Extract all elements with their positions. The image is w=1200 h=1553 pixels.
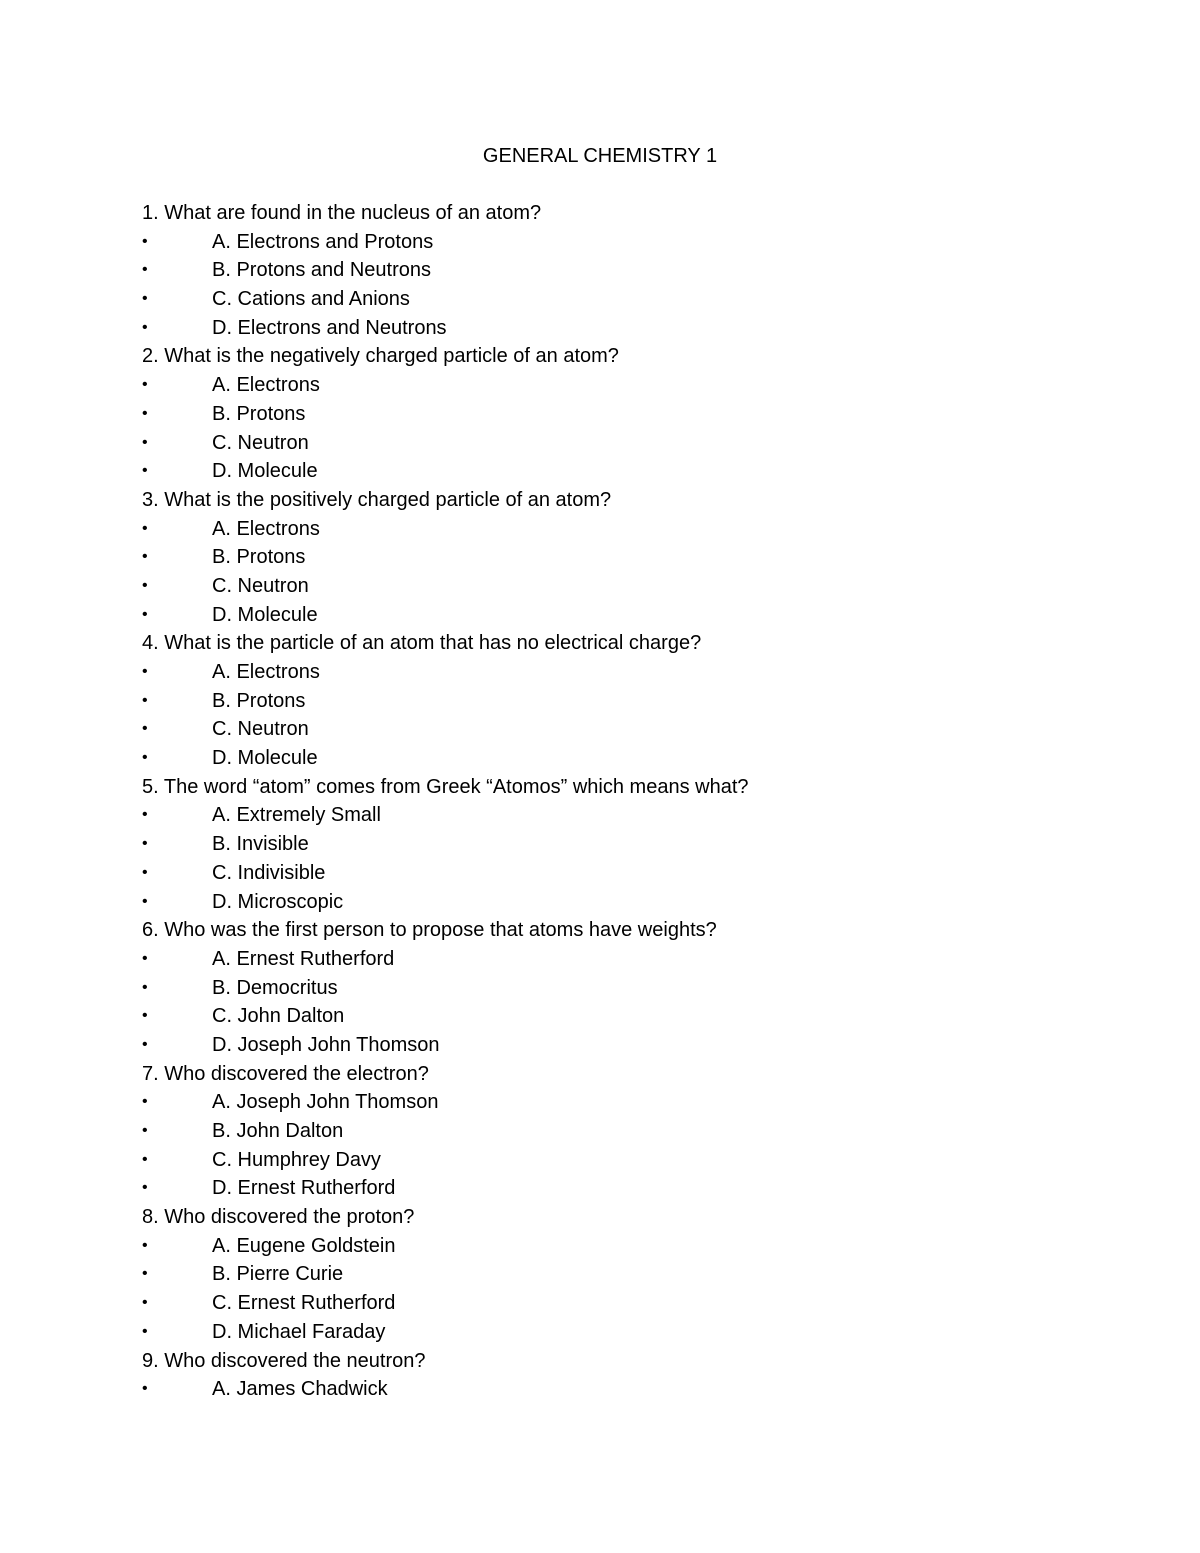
answer-option	[142, 601, 1102, 630]
answer-option	[142, 400, 1102, 429]
answer-option-label: C. Neutron	[212, 574, 309, 597]
answer-option-label: C. Neutron	[212, 718, 309, 741]
bullet-icon: •	[142, 663, 148, 680]
answer-option-label: A. Electrons and Protons	[212, 230, 434, 253]
bullet-icon: •	[142, 462, 148, 480]
answer-option-label: D. Molecule	[212, 747, 318, 770]
answer-option-label: C. Neutron	[212, 431, 309, 454]
answer-option-label: C. Indivisible	[212, 861, 326, 884]
answer-option	[142, 515, 1102, 544]
answer-option-label: B. Protons	[212, 689, 306, 712]
bullet-icon: •	[142, 949, 148, 967]
bullet-icon: •	[142, 318, 148, 336]
answer-option-label: A. James Chadwick	[212, 1378, 388, 1401]
bullet-icon: •	[142, 1179, 148, 1197]
answer-option-label: A. Electrons	[212, 661, 320, 683]
answer-option-label: B. Protons	[212, 546, 306, 569]
bullet-icon: •	[142, 1007, 148, 1025]
bullet-icon: •	[142, 749, 148, 767]
bullet-icon: •	[142, 290, 148, 308]
answer-option	[142, 744, 1102, 773]
question-text: 1. What are found in the nucleus of an atom?	[142, 202, 542, 224]
bullet-icon: •	[142, 605, 148, 623]
answer-option	[142, 1031, 1102, 1060]
answer-option	[142, 715, 1102, 744]
bullet-icon: •	[142, 376, 148, 394]
answer-option-label: D. Michael Faraday	[212, 1320, 386, 1343]
bullet-icon: •	[142, 1265, 148, 1283]
answer-option-label: A. Electrons	[212, 374, 320, 397]
bullet-icon: •	[142, 519, 148, 537]
answer-option	[142, 285, 1102, 314]
answer-option	[142, 1174, 1102, 1203]
answer-option-label: C. Cations and Anions	[212, 288, 410, 311]
answer-option	[142, 1318, 1102, 1347]
answer-option	[142, 371, 1102, 400]
answer-option	[142, 1088, 1102, 1117]
answer-option	[142, 314, 1102, 343]
answer-option	[142, 658, 1102, 687]
answer-option-label: B. Protons and Neutrons	[212, 259, 432, 282]
answer-option-label: A. Electrons	[212, 517, 320, 540]
bullet-icon: •	[142, 1122, 148, 1139]
answer-option	[142, 1232, 1102, 1261]
bullet-icon: •	[142, 1150, 148, 1168]
bullet-icon: •	[142, 1093, 148, 1111]
bullet-icon: •	[142, 720, 148, 738]
bullet-icon: •	[142, 806, 148, 824]
answer-option-label: B. Invisible	[212, 833, 309, 856]
answer-option-label: D. Joseph John Thomson	[212, 1033, 440, 1056]
answer-option-label: D. Ernest Rutherford	[212, 1177, 396, 1200]
question-text: 5. The word “atom” comes from Greek “Atomos” which means what?	[142, 775, 749, 798]
bullet-icon: •	[142, 261, 148, 279]
question-text: 9. Who discovered the neutron?	[142, 1349, 426, 1372]
bullet-icon: •	[142, 835, 148, 853]
question-text: 6. Who was the first person to propose that atoms have weights?	[142, 919, 717, 942]
answer-option-label: A. Extremely Small	[212, 804, 381, 827]
bullet-icon: •	[142, 548, 148, 566]
answer-option	[142, 572, 1102, 601]
question-text: 8. Who discovered the proton?	[142, 1206, 415, 1229]
bullet-icon: •	[142, 978, 148, 996]
answer-option	[142, 1002, 1102, 1031]
bullet-icon: •	[142, 1322, 148, 1340]
bullet-icon: •	[142, 1035, 148, 1053]
answer-option	[142, 1289, 1102, 1318]
bullet-icon: •	[142, 1294, 148, 1312]
question-text: 4. What is the particle of an atom that has no electrical charge?	[142, 632, 702, 655]
bullet-icon: •	[142, 863, 148, 881]
bullet-icon: •	[142, 691, 148, 709]
bullet-icon: •	[142, 232, 148, 250]
answer-option	[142, 1260, 1102, 1289]
answer-option	[142, 1375, 1102, 1404]
document-title: GENERAL CHEMISTRY 1	[482, 145, 718, 167]
answer-option-label: A. Joseph John Thomson	[212, 1091, 439, 1114]
answer-option	[142, 1117, 1102, 1146]
answer-option-label: D. Electrons and Neutrons	[212, 316, 447, 339]
answer-option	[142, 687, 1102, 716]
answer-option-label: B. Pierre Curie	[212, 1263, 344, 1286]
answer-option	[142, 859, 1102, 888]
question-text: 2. What is the negatively charged particle of an atom?	[142, 345, 619, 368]
answer-option-label: D. Molecule	[212, 603, 318, 626]
answer-option-label: C. Ernest Rutherford	[212, 1292, 396, 1315]
answer-option	[142, 974, 1102, 1003]
answer-option-label: B. John Dalton	[212, 1120, 344, 1142]
answer-option-label: B. Democritus	[212, 976, 338, 999]
answer-option	[142, 801, 1102, 830]
answer-option	[142, 228, 1102, 257]
bullet-icon: •	[142, 404, 148, 422]
bullet-icon: •	[142, 576, 148, 594]
bullet-icon: •	[142, 1380, 148, 1398]
answer-option-label: B. Protons	[212, 402, 306, 425]
answer-option	[142, 457, 1102, 486]
question-text: 7. Who discovered the electron?	[142, 1062, 429, 1085]
answer-option-label: D. Microscopic	[212, 890, 344, 913]
question-text: 3. What is the positively charged particle of an atom?	[142, 488, 612, 511]
answer-option-label: A. Ernest Rutherford	[212, 947, 395, 970]
answer-option	[142, 543, 1102, 572]
answer-option-label: D. Molecule	[212, 460, 318, 483]
answer-option-label: C. Humphrey Davy	[212, 1148, 381, 1171]
bullet-icon: •	[142, 433, 148, 451]
answer-option	[142, 256, 1102, 285]
answer-option	[142, 945, 1102, 974]
answer-option	[142, 429, 1102, 458]
question-list	[142, 199, 1102, 1404]
answer-option	[142, 888, 1102, 917]
answer-option	[142, 1146, 1102, 1175]
answer-option-label: A. Eugene Goldstein	[212, 1234, 396, 1257]
bullet-icon: •	[142, 892, 148, 910]
bullet-icon: •	[142, 1236, 148, 1254]
answer-option-label: C. John Dalton	[212, 1005, 345, 1028]
answer-option	[142, 830, 1102, 859]
